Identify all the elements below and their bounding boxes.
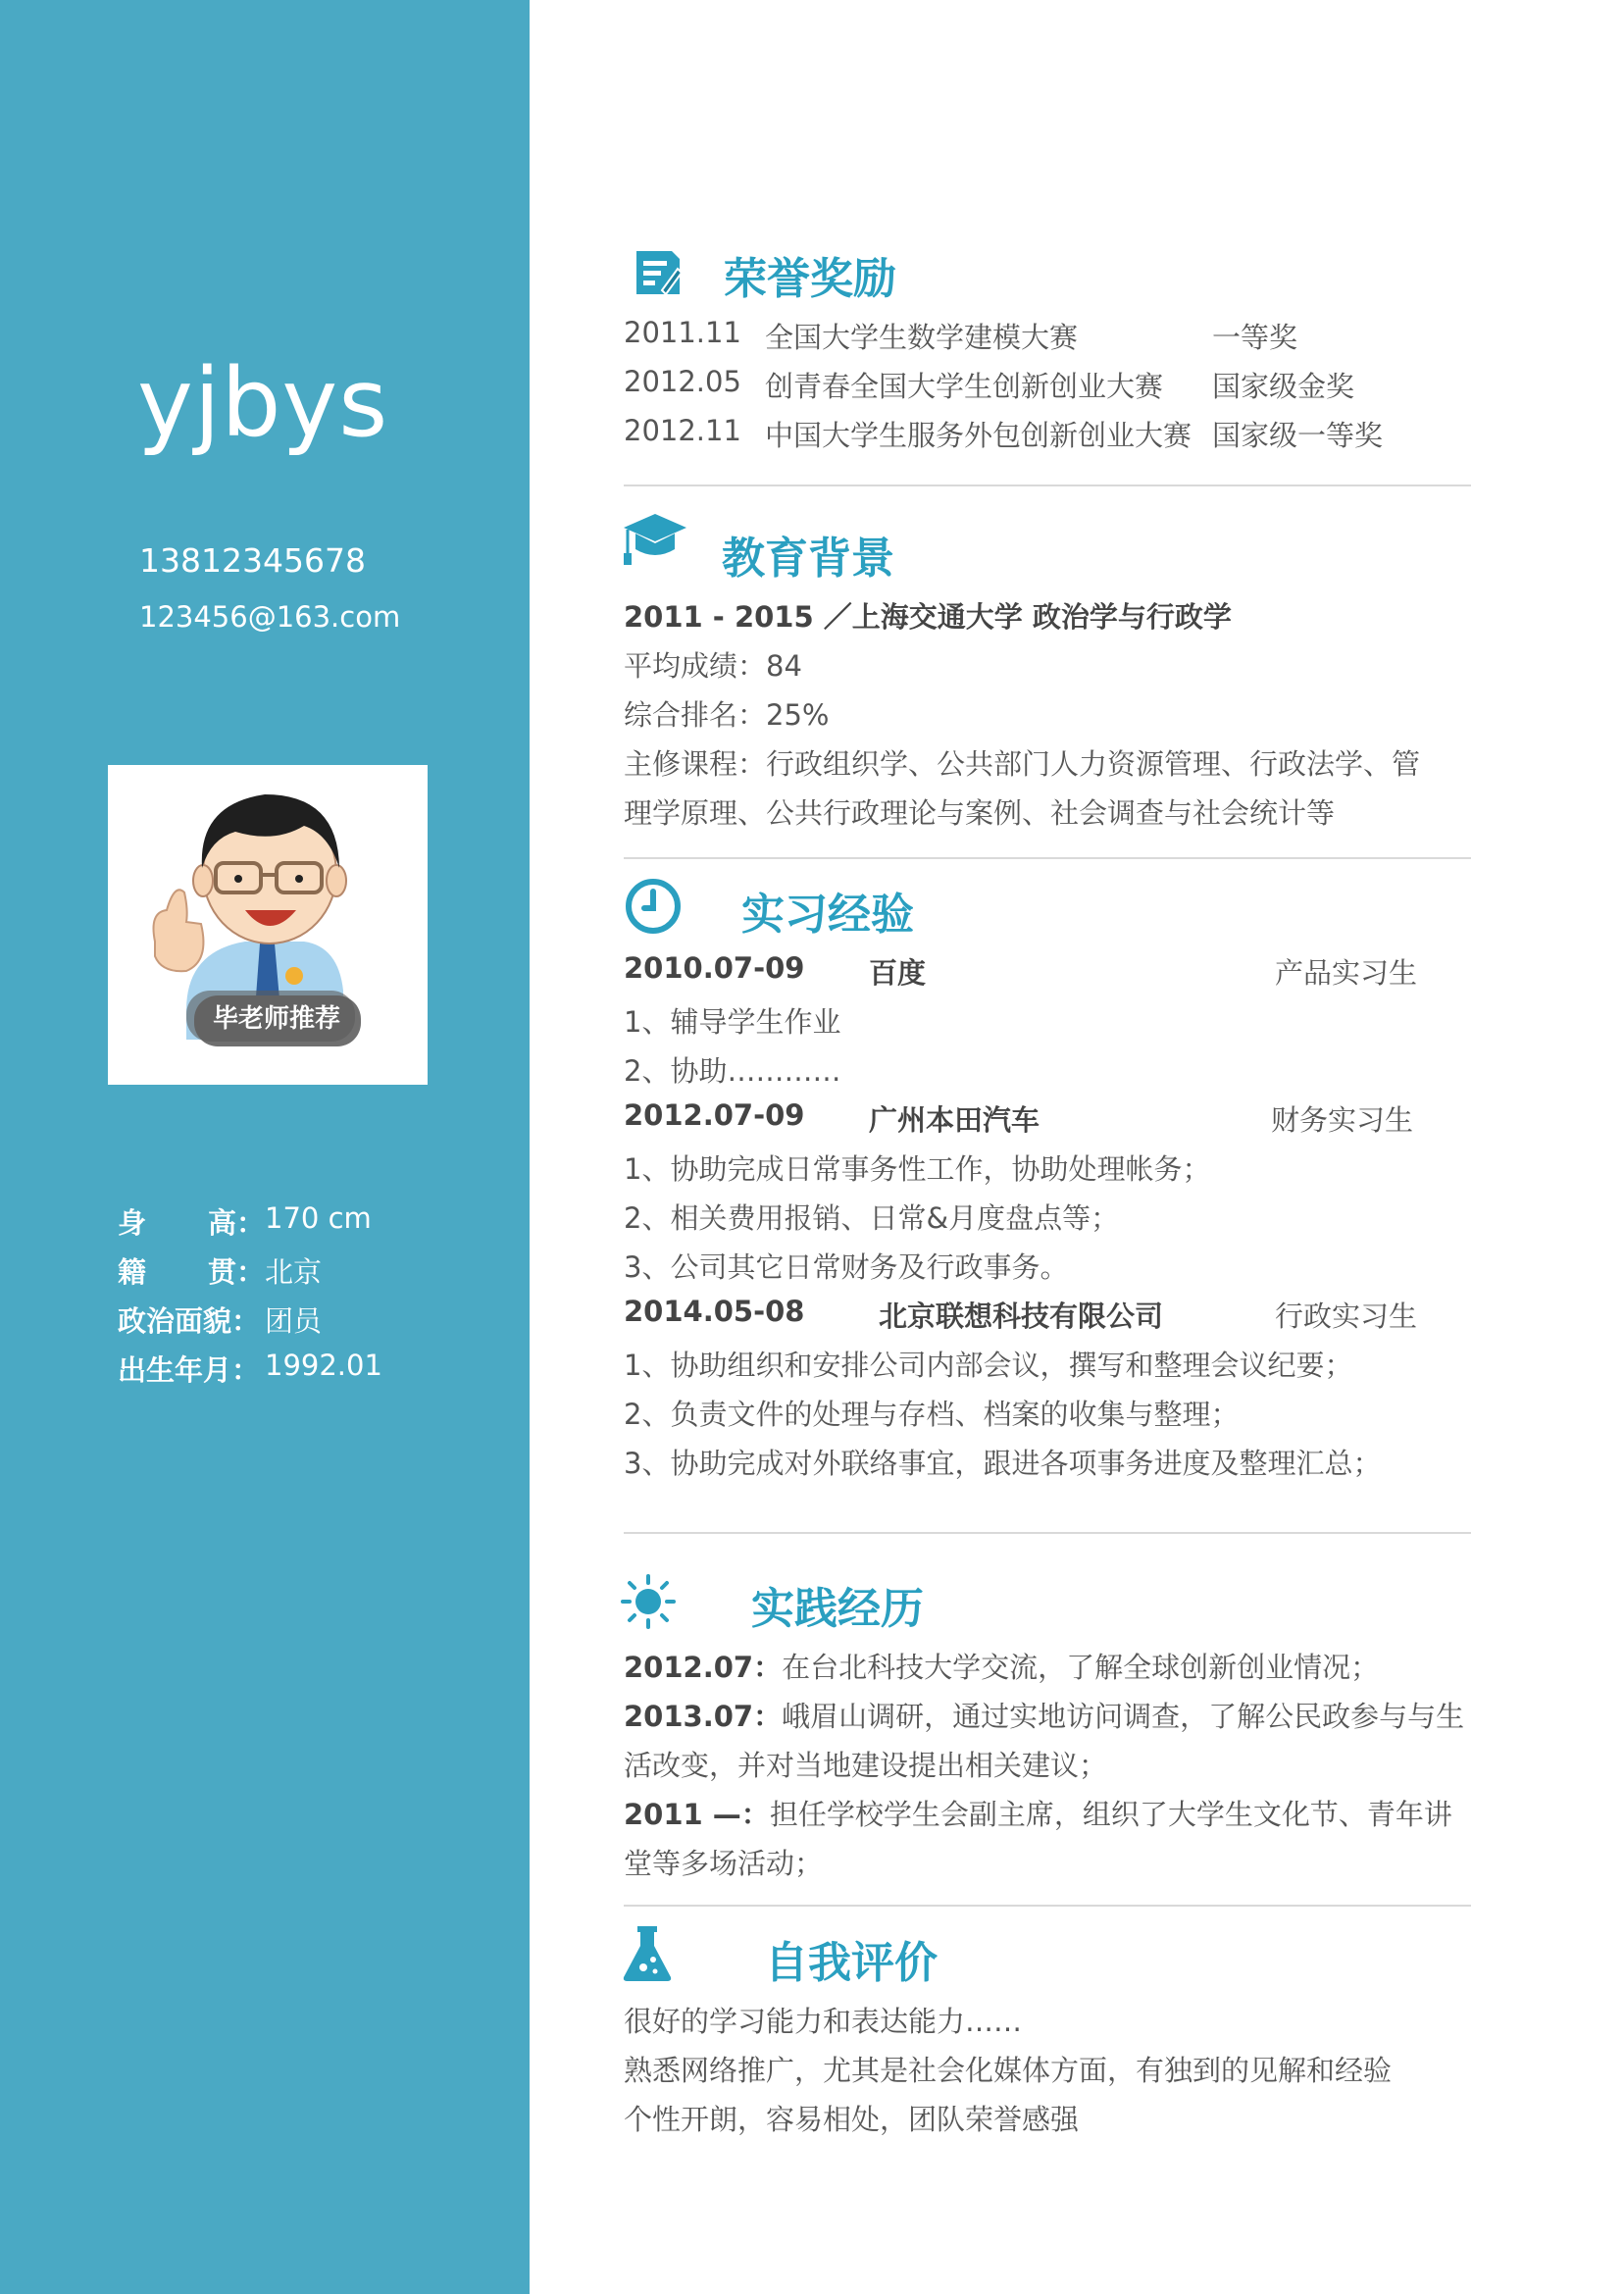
practice-text: 峨眉山调研，通过实地访问调查，了解公民政参与与生 <box>782 1700 1465 1733</box>
info-label-colon: ： <box>235 1255 265 1289</box>
info-label-char: 身 <box>118 1206 147 1240</box>
job-duty: 1、辅导学生作业 <box>624 1005 841 1039</box>
honor-name: 全国大学生数学建模大赛 <box>765 321 1079 354</box>
section-title-honors: 荣誉奖励 <box>724 254 896 304</box>
self-eval-line: 个性开朗，容易相处，团队荣誉感强 <box>624 2103 1080 2136</box>
info-value-height: 170 cm <box>265 1201 372 1235</box>
info-value-birth: 1992.01 <box>265 1349 382 1382</box>
job-duty: 3、公司其它日常财务及行政事务。 <box>624 1250 1069 1284</box>
phone-number: 13812345678 <box>139 541 366 580</box>
info-label-char: 高 <box>207 1206 236 1240</box>
practice-line <box>624 1695 1464 1735</box>
section-divider <box>624 1905 1471 1907</box>
honor-name: 中国大学生服务外包创新创业大赛 <box>765 419 1193 452</box>
info-height <box>118 1201 372 1242</box>
education-line: 理学原理、公共行政理论与案例、社会调查与社会统计等 <box>624 796 1336 830</box>
job-period: 2014.05-08 <box>624 1295 805 1328</box>
info-value-origin: 北京 <box>265 1255 323 1289</box>
info-political <box>118 1300 322 1340</box>
practice-line <box>624 1842 823 1882</box>
info-label-text: 出生年月 <box>118 1353 232 1387</box>
info-label-colon: ： <box>231 1353 261 1387</box>
practice-line <box>624 1646 1379 1686</box>
sidebar <box>0 0 530 2294</box>
education-headline: 2011 - 2015 ／上海交通大学 政治学与行政学 <box>624 600 1232 634</box>
job-role: 财务实习生 <box>1271 1103 1414 1137</box>
job-company: 北京联想科技有限公司 <box>879 1300 1164 1333</box>
info-label-colon: ： <box>235 1206 265 1240</box>
job-duty: 1、协助完成日常事务性工作，协助处理帐务； <box>624 1152 1211 1186</box>
practice-date: 2013.07： <box>624 1700 783 1733</box>
clock-icon <box>625 878 682 935</box>
info-label-colon: ： <box>231 1304 261 1338</box>
section-divider <box>624 484 1471 486</box>
profile-photo <box>108 765 428 1085</box>
section-title-self-evaluation: 自我评价 <box>765 1938 938 1988</box>
job-duty: 1、协助组织和安排公司内部会议，撰写和整理会议纪要； <box>624 1349 1353 1382</box>
honor-date: 2011.11 <box>624 316 741 349</box>
education-line: 综合排名：25% <box>624 698 830 732</box>
section-title-education: 教育背景 <box>722 534 894 584</box>
info-label-text: 政治面貌 <box>118 1304 232 1338</box>
info-origin <box>118 1250 322 1291</box>
practice-line <box>624 1744 1107 1784</box>
info-value-political: 团员 <box>265 1304 323 1338</box>
practice-date: 2012.07： <box>624 1651 783 1684</box>
practice-line <box>624 1793 1452 1833</box>
job-company: 广州本田汽车 <box>869 1103 1040 1137</box>
photo-caption: 毕老师推荐 <box>212 1004 340 1034</box>
honor-award: 一等奖 <box>1212 321 1298 354</box>
graduation-cap-icon <box>622 512 688 567</box>
honor-award: 国家级一等奖 <box>1212 419 1384 452</box>
practice-text: 堂等多场活动； <box>624 1847 824 1880</box>
email-address: 123456@163.com <box>139 600 401 634</box>
job-duty: 3、协助完成对外联络事宜，跟进各项事务进度及整理汇总； <box>624 1447 1382 1480</box>
info-birth <box>118 1349 382 1389</box>
section-divider <box>624 857 1471 859</box>
self-eval-line: 熟悉网络推广，尤其是社会化媒体方面，有独到的见解和经验 <box>624 2054 1393 2087</box>
job-role: 产品实习生 <box>1275 956 1418 990</box>
section-title-internship: 实习经验 <box>741 890 914 940</box>
self-eval-line: 很好的学习能力和表达能力…… <box>624 2005 1023 2038</box>
practice-date: 2011 —： <box>624 1798 770 1831</box>
section-divider <box>624 1532 1471 1534</box>
job-duty: 2、相关费用报销、日常&月度盘点等； <box>624 1201 1120 1235</box>
job-period: 2010.07-09 <box>624 951 805 985</box>
job-period: 2012.07-09 <box>624 1098 805 1132</box>
info-label-char: 籍 <box>118 1255 147 1289</box>
avatar-cartoon-icon <box>108 765 428 1085</box>
job-duty: 2、协助………… <box>624 1054 841 1088</box>
sun-icon <box>620 1573 677 1630</box>
honor-name: 创青春全国大学生创新创业大赛 <box>765 370 1164 403</box>
honor-award: 国家级金奖 <box>1212 370 1355 403</box>
job-role: 行政实习生 <box>1275 1300 1418 1333</box>
practice-text: 担任学校学生会副主席，组织了大学生文化节、青年讲 <box>769 1798 1452 1831</box>
practice-text: 活改变，并对当地建设提出相关建议； <box>624 1749 1108 1782</box>
document-icon <box>633 247 684 298</box>
honor-date: 2012.11 <box>624 414 741 447</box>
job-company: 百度 <box>869 956 927 990</box>
education-line: 平均成绩：84 <box>624 649 802 683</box>
job-duty: 2、负责文件的处理与存档、档案的收集与整理； <box>624 1398 1240 1431</box>
practice-text: 在台北科技大学交流，了解全球创新创业情况； <box>782 1651 1380 1684</box>
flask-icon <box>622 1924 673 1983</box>
honor-date: 2012.05 <box>624 365 741 398</box>
candidate-name: yjbys <box>137 348 389 458</box>
education-line: 主修课程：行政组织学、公共部门人力资源管理、行政法学、管 <box>624 747 1421 781</box>
section-title-practice: 实践经历 <box>751 1584 924 1634</box>
info-label-char: 贯 <box>207 1255 236 1289</box>
